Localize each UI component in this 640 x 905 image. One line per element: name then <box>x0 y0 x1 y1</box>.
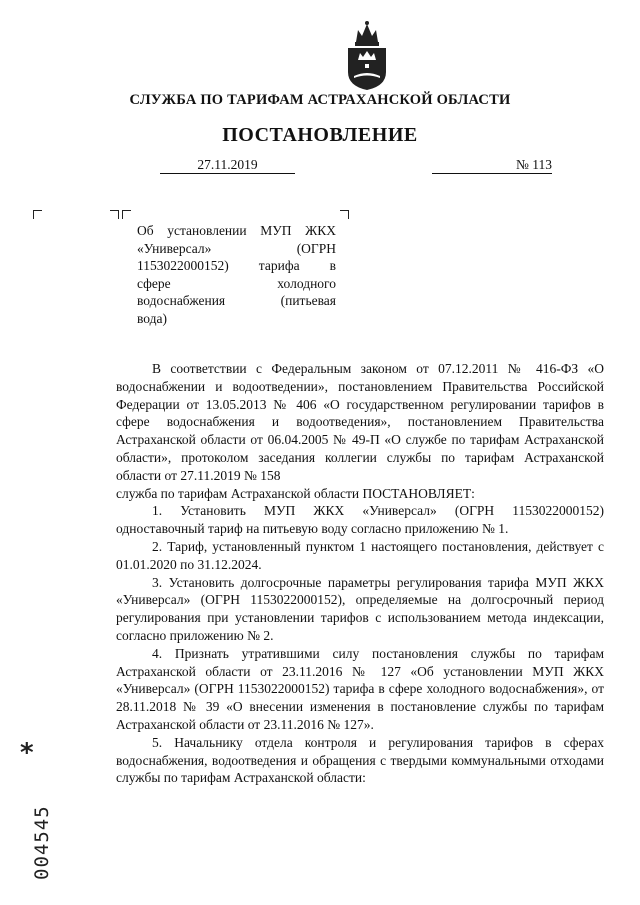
preamble-paragraph: В соответствии с Федеральным законом от 07.12.2011 № 416-ФЗ «О водоснабжении и водоотведении», постановлением Правительства Российской Федерации от 13.05.2013 № 406 «О государственном регулировании тарифов в сфере водоснабжения и водоотведения», постановлением Правительства Астраханской области от 06.04.2005 № 49-П «О службе по тарифам Астраханской области», протоколом заседания коллегии службы по тарифам Астраханской области от 27.11.2019 № 158 <box>116 361 604 483</box>
item-paragraph-5: 5. Начальнику отдела контроля и регулирования тарифов в сферах водоснабжения, водоотведения и обращения с твердыми коммунальными отходами службы по тарифам Астраханской области: <box>116 734 604 786</box>
item-paragraph-4: 4. Признать утратившими силу постановления службы по тарифам Астраханской области от 23.11.2016 № 127 «Об установлении МУП ЖКХ «Универсал» (ОГРН 1153022000152) тарифа в сфере холодного водоснабжения», от 28.11.2018 № 39 «О внесении изменения в постановление службы по тарифам Астраханской области от 23.11.2016 № 127». <box>116 645 604 732</box>
document-subject <box>137 222 336 328</box>
coat-of-arms-icon <box>342 20 392 92</box>
subject-line: вода) <box>137 310 167 326</box>
subject-line: Об установлении МУП ЖКХ <box>137 223 336 238</box>
item-paragraph-3: 3. Установить долгосрочные параметры регулирования тарифа МУП ЖКХ «Универсал» (ОГРН 1153022000152), определяемые на долгосрочный период регулирования при установлении тарифов с использованием метода индексации, согласно приложению № 2. <box>116 574 604 643</box>
subject-line: 1153022000152) тарифа в <box>137 258 336 274</box>
item-paragraph-2: 2. Тариф, установленный пунктом 1 настоящего постановления, действует с 01.01.2020 по 31.12.2024. <box>116 538 604 572</box>
asterisk-icon: * <box>20 738 34 768</box>
corner-mark <box>340 210 349 219</box>
corner-mark <box>33 210 42 219</box>
organization-name: СЛУЖБА ПО ТАРИФАМ АСТРАХАНСКОЙ ОБЛАСТИ <box>129 92 511 108</box>
document-body <box>116 360 604 787</box>
corner-mark <box>110 210 119 219</box>
subject-line: сфере холодного <box>137 275 336 291</box>
document-type: ПОСТАНОВЛЕНИЕ <box>222 124 418 146</box>
corner-mark <box>122 210 131 219</box>
item-paragraph-1: 1. Установить МУП ЖКХ «Универсал» (ОГРН 1153022000152) одноставочный тариф на питьевую воду согласно приложению № 1. <box>116 503 604 537</box>
stamp-number: 004545 <box>31 805 53 880</box>
document-number: № 113 <box>432 157 552 174</box>
registration-stamp <box>18 738 53 880</box>
subject-line: водоснабжения (питьевая <box>137 293 336 309</box>
document-date: 27.11.2019 <box>160 157 295 174</box>
decree-line: служба по тарифам Астраханской области ПОСТАНОВЛЯЕТ: <box>116 485 475 501</box>
subject-line: «Универсал» (ОГРН <box>137 240 336 256</box>
